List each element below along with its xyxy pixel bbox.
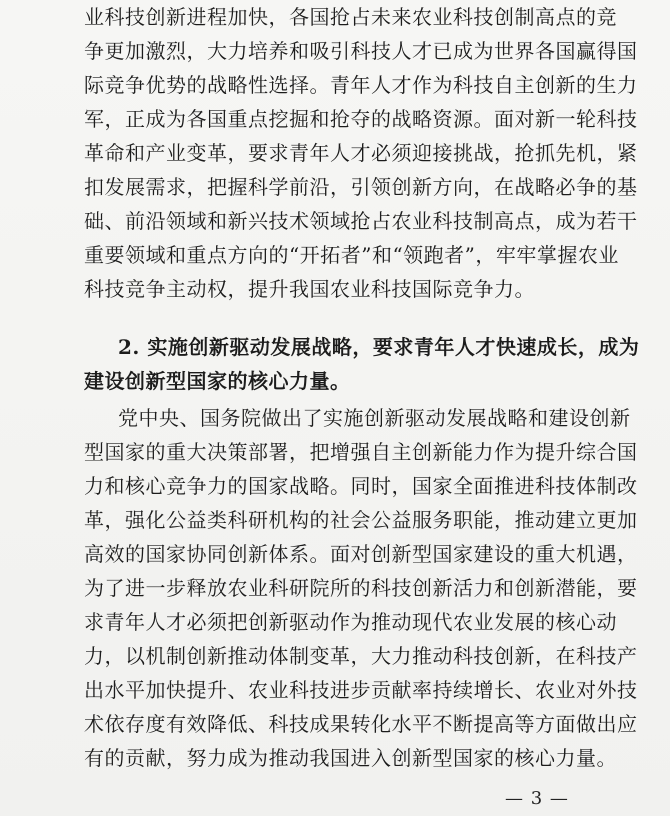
paragraph-2-line: 术依存度有效降低、科技成果转化水平不断提高等方面做出应 [84, 712, 638, 736]
paragraph-1 [84, 4, 638, 304]
paragraph-2-line: 有的贡献，努力成为推动我国进入创新型国家的核心力量。 [84, 746, 617, 770]
paragraph-1-line: 科技竞争主动权，提升我国农业科技国际竞争力。 [84, 277, 535, 301]
section-heading-line: 建设创新型国家的核心力量。 [84, 369, 351, 393]
paragraph-2-line: 为了进一步释放农业科研院所的科技创新活力和创新潜能，要 [84, 576, 638, 600]
paragraph-2-line: 党中央、国务院做出了实施创新驱动发展战略和建设创新 [118, 406, 631, 430]
paragraph-2-line: 高效的国家协同创新体系。面对创新型国家建设的重大机遇， [84, 542, 638, 566]
section-heading-line: 2. 实施创新驱动发展战略，要求青年人才快速成长，成为 [118, 335, 640, 359]
paragraph-1-line: 础、前沿领域和新兴技术领域抢占农业科技制高点，成为若干 [84, 209, 638, 233]
paragraph-1-line: 军，正成为各国重点挖掘和抢夺的战略资源。面对新一轮科技 [84, 107, 638, 131]
paragraph-2-line: 力，以机制创新推动体制变革，大力推动科技创新，在科技产 [84, 644, 638, 668]
paragraph-1-line: 业科技创新进程加快，各国抢占未来农业科技创制高点的竞 [84, 5, 617, 29]
paragraph-2-line: 型国家的重大决策部署，把增强自主创新能力作为提升综合国 [84, 440, 638, 464]
section-heading [84, 334, 640, 394]
paragraph-2-line: 求青年人才必须把创新驱动作为推动现代农业发展的核心动 [84, 610, 617, 634]
paragraph-1-line: 争更加激烈，大力培养和吸引科技人才已成为世界各国赢得国 [84, 39, 638, 63]
paragraph-2-line: 出水平加快提升、农业科技进步贡献率持续增长、农业对外技 [84, 678, 638, 702]
paragraph-1-line: 际竞争优势的战略性选择。青年人才作为科技自主创新的生力 [84, 73, 638, 97]
paragraph-1-line: 重要领域和重点方向的“开拓者”和“领跑者”，牢牢掌握农业 [84, 243, 619, 267]
paragraph-2-line: 革，强化公益类科研机构的社会公益服务职能，推动建立更加 [84, 508, 638, 532]
paragraph-1-line: 扣发展需求，把握科学前沿，引领创新方向，在战略必争的基 [84, 175, 638, 199]
page-number: — 3 — [505, 788, 569, 809]
paragraph-2 [84, 405, 638, 771]
paragraph-2-line: 力和核心竞争力的国家战略。同时，国家全面推进科技体制改 [84, 474, 638, 498]
paragraph-1-line: 革命和产业变革，要求青年人才必须迎接挑战，抢抓先机，紧 [84, 141, 638, 165]
